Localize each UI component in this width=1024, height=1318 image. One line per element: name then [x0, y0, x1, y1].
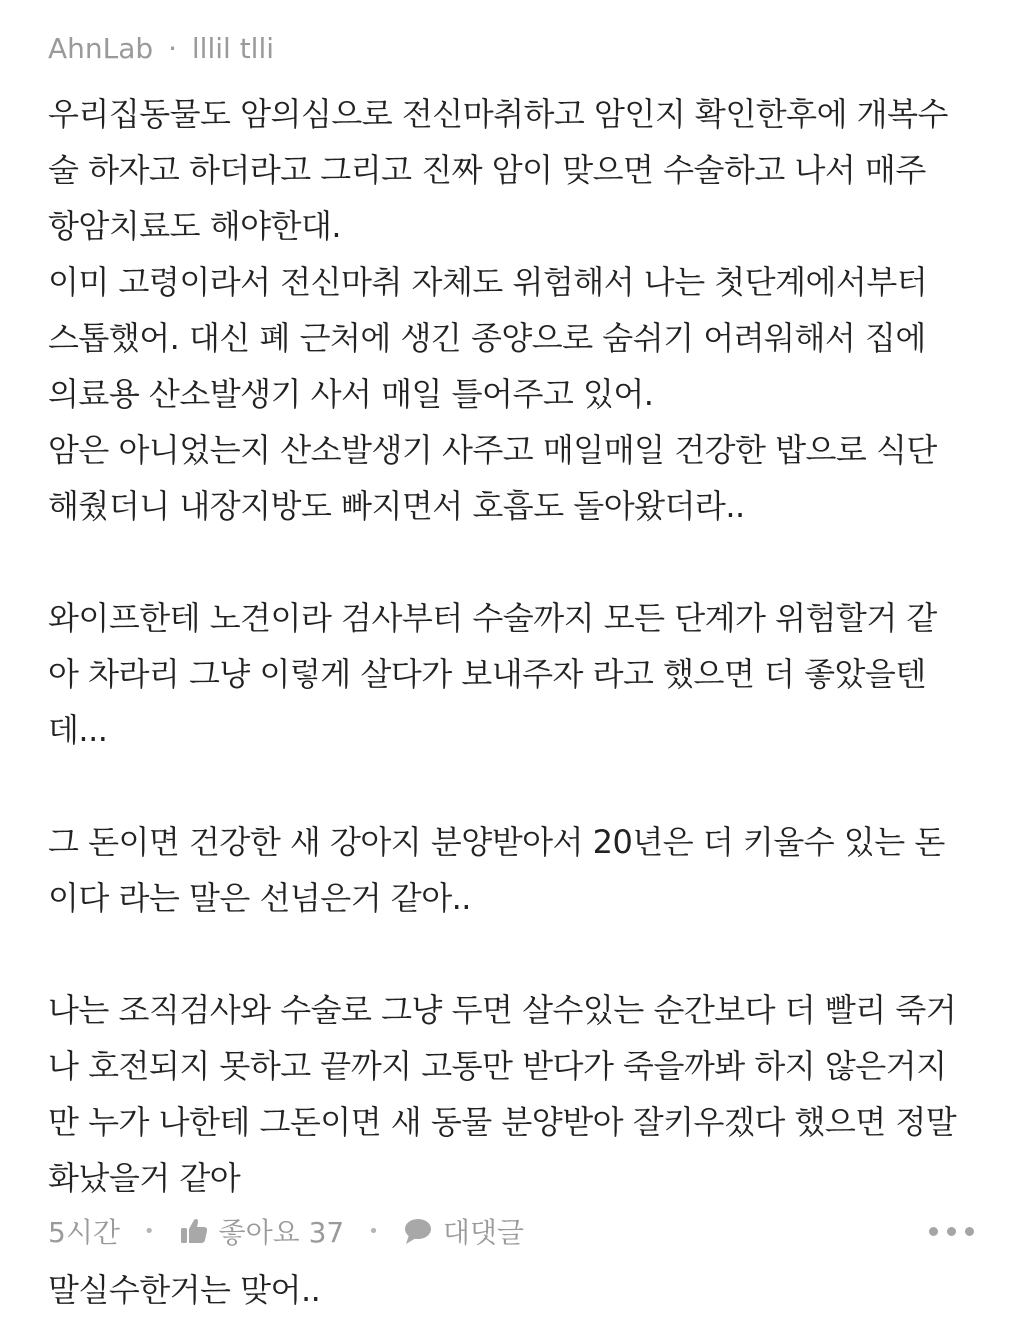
comment-line: 말실수한거는 맞어.. — [48, 1271, 321, 1309]
comment-line: 데... — [48, 711, 108, 749]
comment-post — [48, 30, 978, 1318]
comment-line: 나 호전되지 못하고 끝까지 고통만 받다가 죽을까봐 하지 않은거지 — [48, 1047, 947, 1085]
comment-line: 나는 조직검사와 수술로 그냥 두면 살수있는 순간보다 더 빨리 죽거 — [48, 991, 957, 1029]
more-dots-icon — [929, 1227, 938, 1236]
comment-line: 술 하자고 하더라고 그리고 진짜 암이 맞으면 수술하고 나서 매주 — [48, 151, 926, 189]
speech-bubble-icon — [403, 1216, 433, 1246]
more-dots-icon — [947, 1227, 956, 1236]
author-name[interactable]: AhnLab — [48, 32, 154, 65]
comment-body — [48, 86, 978, 1318]
comment-line: 의료용 산소발생기 사서 매일 틀어주고 있어. — [48, 375, 654, 413]
thumbs-up-icon — [179, 1216, 209, 1246]
comment-line: 화났을거 같아 — [48, 1159, 241, 1197]
comment-line: 만 누가 나한테 그돈이면 새 동물 분양받아 잘키우겠다 했으면 정말 — [48, 1103, 957, 1141]
comment-line: 이미 고령이라서 전신마취 자체도 위험해서 나는 첫단계에서부터 — [48, 263, 928, 301]
username: lllil tlli — [191, 32, 275, 65]
comment-line: 스톱했어. 대신 폐 근처에 생긴 종양으로 숨쉬기 어려워해서 집에 — [48, 319, 926, 357]
comment-line: 암은 아니었는지 산소발생기 사주고 매일매일 건강한 밥으로 식단 — [48, 431, 937, 469]
comment-meta — [48, 30, 978, 68]
comment-line: 해줬더니 내장지방도 빠지면서 호흡도 돌아왔더라.. — [48, 487, 745, 525]
comment-line: 와이프한테 노견이라 검사부터 수술까지 모든 단계가 위험할거 같 — [48, 599, 937, 637]
meta-separator: · — [168, 32, 177, 65]
paragraph-gap — [48, 534, 978, 590]
comment-footer — [48, 1208, 978, 1254]
like-label: 좋아요 37 — [218, 1216, 345, 1249]
reply-button[interactable] — [403, 1211, 524, 1251]
more-options-button[interactable] — [925, 1219, 978, 1244]
footer-separator: • — [368, 1220, 379, 1242]
paragraph-gap — [48, 758, 978, 814]
comment-line: 우리집동물도 암의심으로 전신마취하고 암인지 확인한후에 개복수 — [48, 95, 948, 133]
footer-separator: • — [143, 1220, 155, 1242]
comment-line: 그 돈이면 건강한 새 강아지 분양받아서 20년은 더 키울수 있는 돈 — [48, 823, 945, 861]
more-dots-icon — [965, 1227, 974, 1236]
like-button[interactable] — [179, 1211, 345, 1251]
comment-line: 아 차라리 그냥 이렇게 살다가 보내주자 라고 했으면 더 좋았을텐 — [48, 655, 926, 693]
comment-line: 이다 라는 말은 선넘은거 같아.. — [48, 879, 471, 917]
reply-label: 대댓글 — [442, 1216, 525, 1249]
comment-line: 항암치료도 해야한대. — [48, 207, 342, 245]
paragraph-gap — [48, 926, 978, 982]
timestamp: 5시간 — [48, 1216, 120, 1249]
